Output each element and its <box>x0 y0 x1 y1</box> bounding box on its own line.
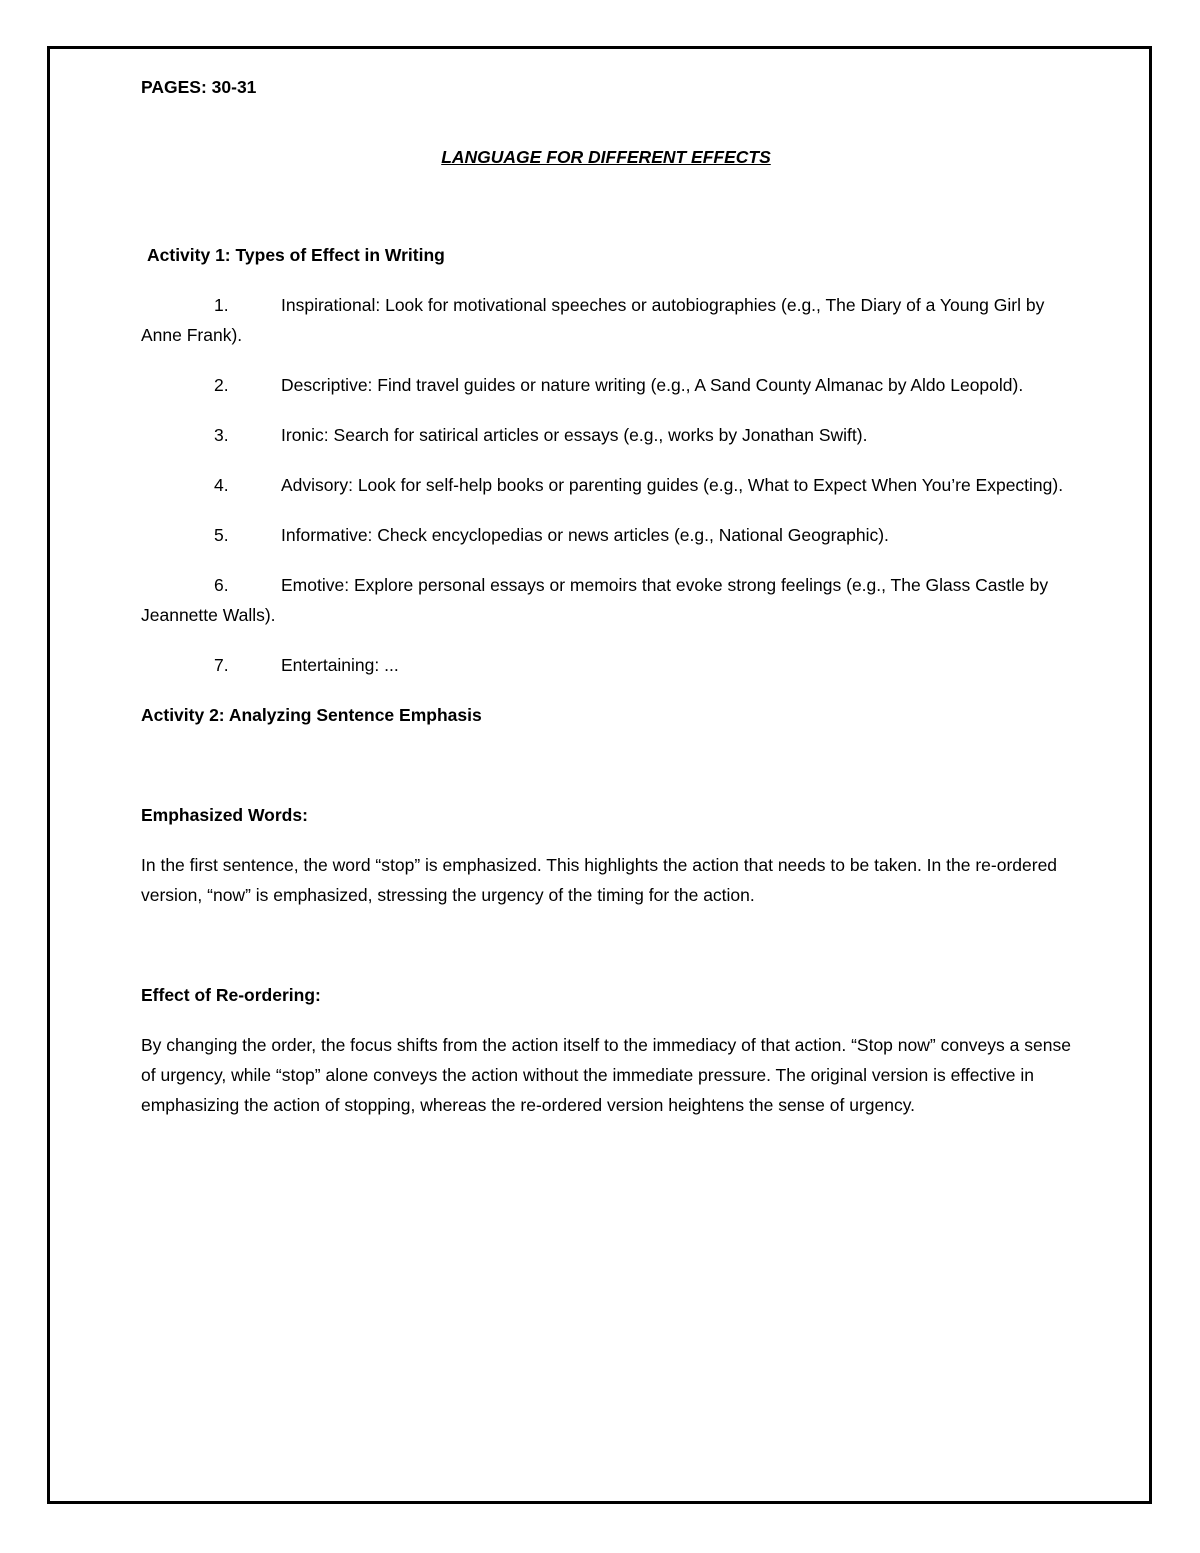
list-item-text: Advisory: Look for self-help books or parenting guides (e.g., What to Expect When You’re Expecting). <box>281 475 1064 495</box>
list-item <box>141 650 1071 680</box>
list-item-text: Emotive: Explore personal essays or memoirs that evoke strong feelings (e.g., The Glass Castle by Jeannette Walls). <box>141 575 1049 625</box>
effect-of-reordering-paragraph: By changing the order, the focus shifts from the action itself to the immediacy of that action. “Stop now” conveys a sense of urgency, while “stop” alone conveys the action without the immediate pressure. The original version is effective in emphasizing the action of stopping, whereas the re-ordered version heightens the sense of urgency. <box>141 1035 1071 1115</box>
pages-reference: PAGES: 30-31 <box>141 77 257 97</box>
effect-of-reordering-heading: Effect of Re-ordering: <box>141 985 321 1005</box>
list-item <box>141 520 1071 550</box>
list-item-text: Entertaining: ... <box>281 655 399 675</box>
list-item <box>141 370 1071 400</box>
document-title: LANGUAGE FOR DIFFERENT EFFECTS <box>441 147 771 167</box>
emphasized-words-heading: Emphasized Words: <box>141 805 308 825</box>
list-item-text: Informative: Check encyclopedias or news articles (e.g., National Geographic). <box>281 525 889 545</box>
activity1-heading: Activity 1: Types of Effect in Writing <box>147 245 445 265</box>
list-item-text: Descriptive: Find travel guides or nature writing (e.g., A Sand County Almanac by Aldo Leopold). <box>281 375 1024 395</box>
list-item-text: Inspirational: Look for motivational speeches or autobiographies (e.g., The Diary of a Young Girl by Anne Frank). <box>141 295 1045 345</box>
list-item-number: 4. <box>214 475 229 495</box>
list-item-number: 1. <box>214 295 229 315</box>
list-item-number: 5. <box>214 525 229 545</box>
list-item <box>141 570 1071 630</box>
document-body <box>141 72 1071 1120</box>
list-item <box>141 290 1071 350</box>
list-item <box>141 470 1071 500</box>
list-item-number: 2. <box>214 375 229 395</box>
effect-types-list <box>141 290 1071 680</box>
list-item <box>141 420 1071 450</box>
list-item-number: 7. <box>214 655 229 675</box>
emphasized-words-paragraph: In the first sentence, the word “stop” is emphasized. This highlights the action that needs to be taken. In the re-ordered version, “now” is emphasized, stressing the urgency of the timing for the action. <box>141 855 1058 905</box>
list-item-text: Ironic: Search for satirical articles or essays (e.g., works by Jonathan Swift). <box>281 425 868 445</box>
list-item-number: 6. <box>214 575 229 595</box>
activity2-heading: Activity 2: Analyzing Sentence Emphasis <box>141 705 482 725</box>
list-item-number: 3. <box>214 425 229 445</box>
